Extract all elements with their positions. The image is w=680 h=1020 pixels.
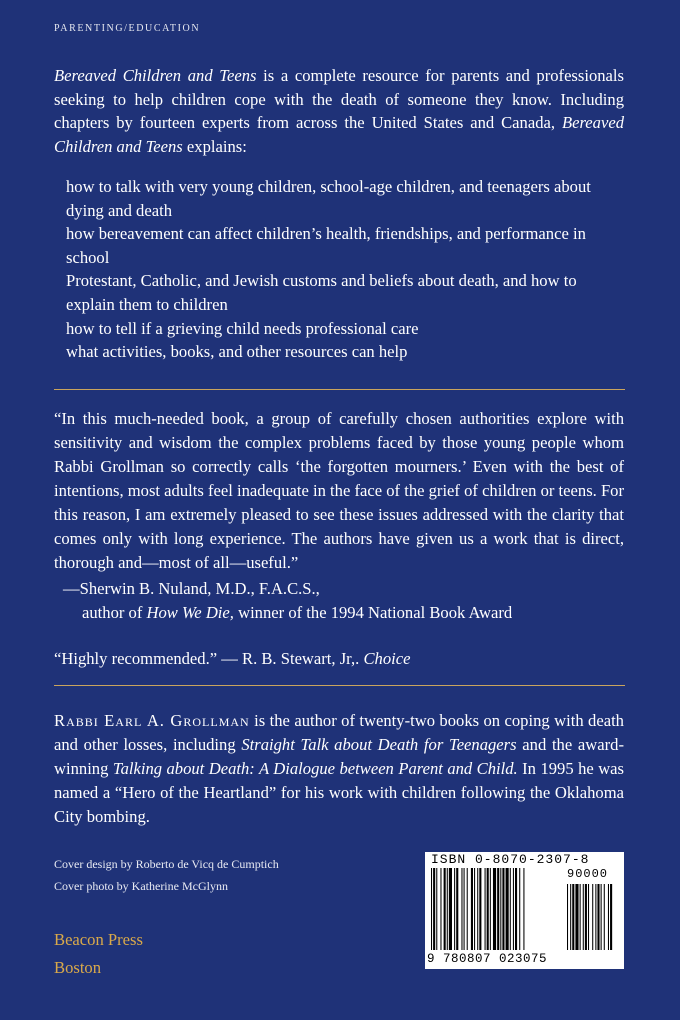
book-title: Bereaved Children and Teens <box>54 113 624 156</box>
intro-paragraph <box>54 64 624 158</box>
quote-attribution-name: —Sherwin B. Nuland, M.D., F.A.C.S., <box>63 579 320 598</box>
list-item: how to tell if a grieving child needs professional care <box>66 318 419 338</box>
list-item: how to talk with very young children, school-age children, and teenagers about dying and death <box>66 177 591 220</box>
book-title: Straight Talk about Death for Teenagers <box>241 735 517 754</box>
ean-digits: 9 780807 023075 <box>427 952 548 966</box>
book-title: Talking about Death: A Dialogue between Parent and Child. <box>112 759 518 778</box>
divider <box>54 389 625 390</box>
isbn-text: ISBN 0-8070-2307-8 <box>431 852 590 867</box>
publisher-city: Boston <box>54 958 102 977</box>
book-title: How We Die, <box>146 603 234 622</box>
list-item: what activities, books, and other resources can help <box>66 342 408 362</box>
author-bio: Rabbi Earl A. Grollman is the author of twenty-two books on coping with death and other losses, including Straight Talk about Death for Teenagers and the award-winning Talking about Death: A Dialogue between Parent and Child. In 1995 he was named a “Hero of the Heartland” for his work with children following the Oklahoma City bombing. <box>54 711 625 826</box>
publisher-name: Beacon Press <box>54 930 143 949</box>
feature-list <box>66 175 626 364</box>
divider <box>54 685 625 686</box>
category-label: PARENTING/EDUCATION <box>54 23 201 34</box>
list-item: Protestant, Catholic, and Jewish customs and beliefs about death, and how to explain them to children <box>66 271 577 314</box>
quote-attribution-detail: author of How We Die, winner of the 1994 National Book Award <box>82 603 513 622</box>
short-endorsement: “Highly recommended.” — R. B. Stewart, Jr,. Choice <box>54 649 411 668</box>
publisher-info <box>54 926 143 982</box>
endorsement-quote: “In this much-needed book, a group of carefully chosen authorities explore with sensitivity and wisdom the complex problems faced by those young people whom Rabbi Grollman so correctly calls ‘the forgotten mourners.’ Even with the best of intentions, most adults feel inadequate in the face of the grief of children or teens. For this reason, I am extremely pleased to see these issues addressed with the clarity that comes only with long experience. The authors have given us a work that is direct, thorough and—most of all—useful.” <box>54 409 624 572</box>
barcode <box>425 852 624 969</box>
intro-text: is a complete resource for parents and professionals seeking to help children cope with the death of someone they know. Including chapters by fourteen experts from across the United States and Canada, <box>54 66 624 133</box>
quote-source: Choice <box>363 649 411 668</box>
book-title: Bereaved Children and Teens <box>54 66 257 85</box>
intro-text: explains: <box>182 136 247 156</box>
cover-photo-credit: Cover photo by Katherine McGlynn <box>54 879 228 893</box>
price-code: 90000 <box>567 867 609 881</box>
author-name: Rabbi Earl A. Grollman <box>54 711 250 730</box>
cover-design-credit: Cover design by Roberto de Vicq de Cumptich <box>54 857 279 871</box>
list-item: how bereavement can affect children’s health, friendships, and performance in school <box>66 224 586 267</box>
cover-credits <box>54 853 279 897</box>
